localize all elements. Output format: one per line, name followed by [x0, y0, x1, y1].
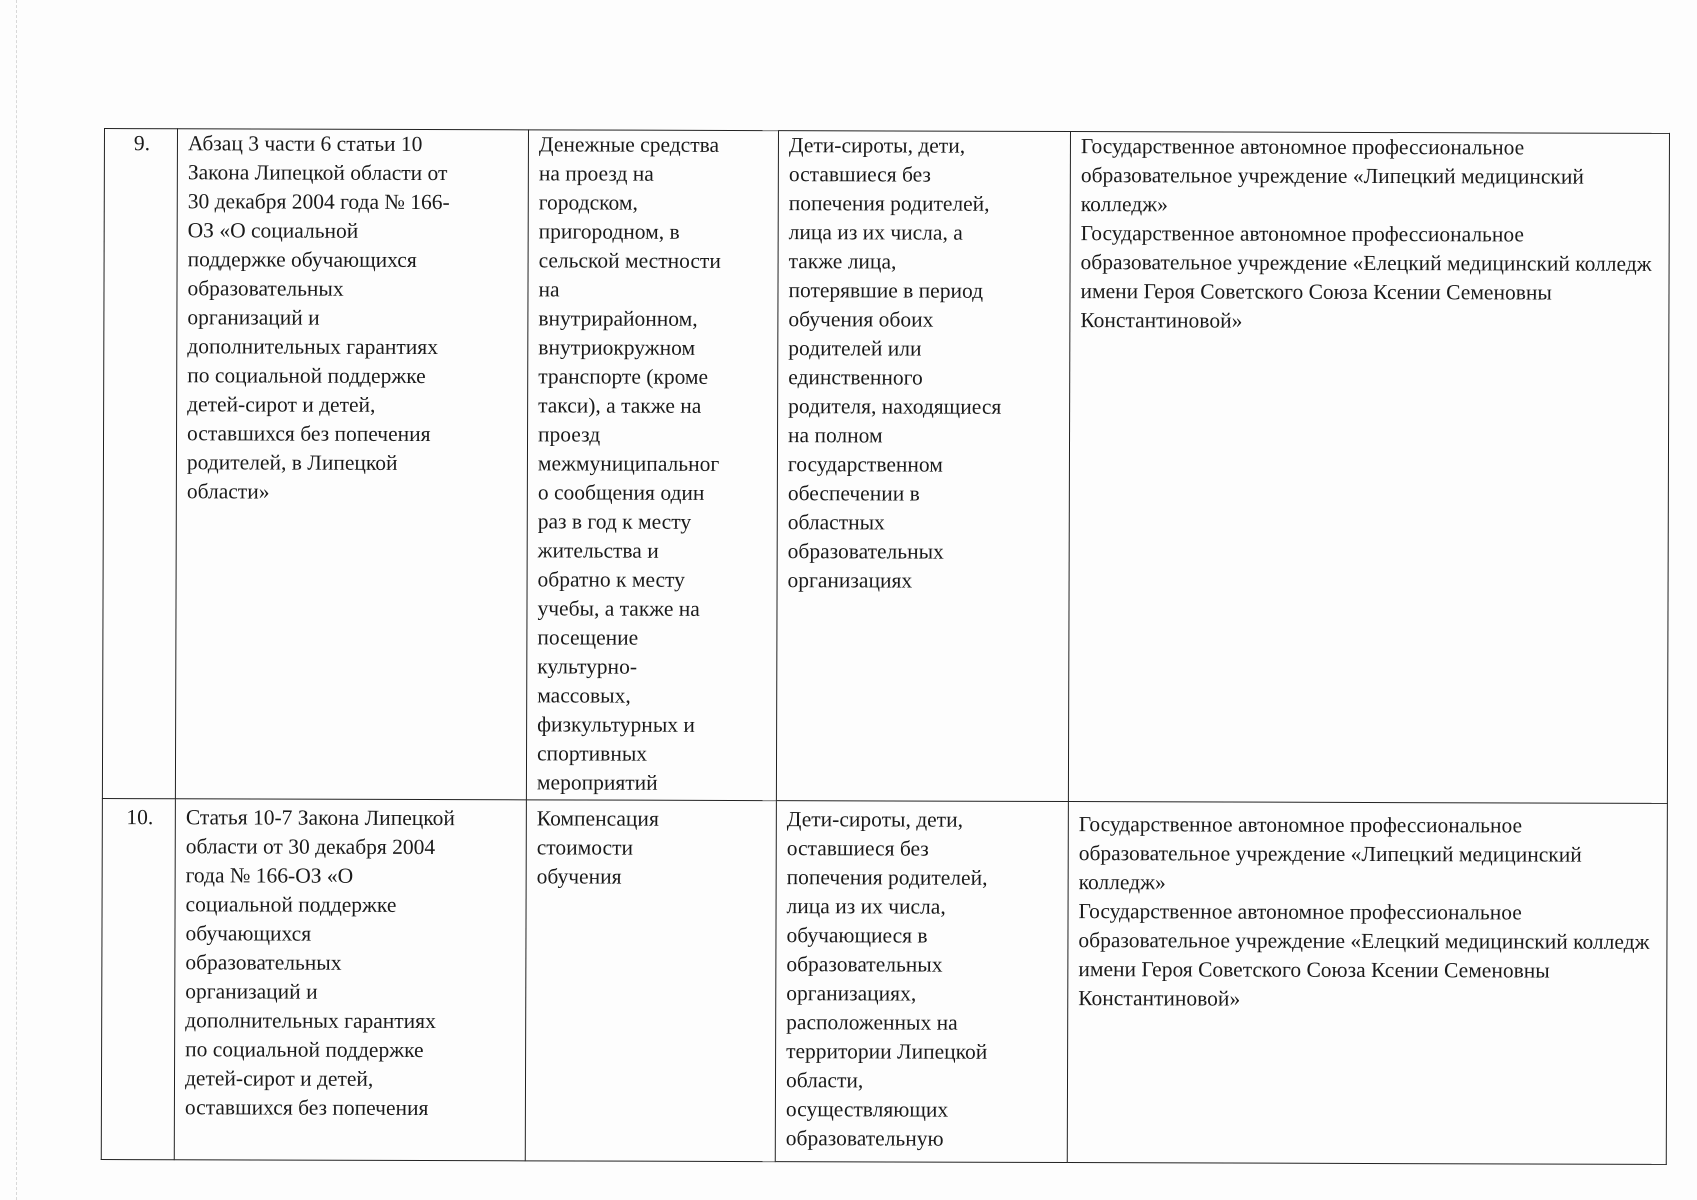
row-number-cell — [102, 129, 177, 799]
support-type-text: Денежные средства на проезд на городском, пригородном, в сельской местности на внутрирайонном, внутриокружном транспорте (кроме такси), а также на проезд межмуниципальног о сообщения один раз в год к месту жительства и обратно к месту учебы, а также на посещение культурно- массовых, физкультурных и спортивных мероприятий — [536, 132, 721, 795]
legal-basis-cell — [174, 799, 526, 1161]
institutions-text: Государственное автономное профессиональное образовательное учреждение «Липецкий медицинский колледж» Государственное автономное профессиональное образовательное учреждение «Елецкий медицинский колледж имени Героя Советского Союза Ксении Семеновны Константиновой» — [1078, 812, 1650, 1011]
recipients-text: Дети-сироты, дети, оставшиеся без попечения родителей, лица из их числа, а также лица, потерявшие в период обучения обоих родителей или единственного родителя, находящиеся на полном государственном обеспечении в областных образовательных организациях — [787, 133, 1002, 593]
recipients-cell — [776, 131, 1070, 802]
benefits-table — [101, 128, 1670, 1165]
support-type-cell — [526, 130, 778, 801]
support-type-cell — [525, 800, 776, 1162]
institutions-cell — [1068, 132, 1669, 804]
legal-basis-text: Абзац 3 части 6 статьи 10 Закона Липецкой области от 30 декабря 2004 года № 166- ОЗ «О социальной поддержке обучающихся образовательных организаций и дополнительных гарантиях по социальной поддержке детей-сирот и детей, оставшихся без попечения родителей, в Липецкой области» — [186, 131, 450, 504]
table-row — [101, 798, 1667, 1164]
institutions-text: Государственное автономное профессиональное образовательное учреждение «Липецкий медицинский колледж» Государственное автономное профессиональное образовательное учреждение «Елецкий медицинский колледж имени Героя Советского Союза Ксении Семеновны Константиновой» — [1080, 134, 1652, 333]
recipients-cell — [775, 801, 1068, 1163]
row-number: 9. — [133, 131, 151, 156]
recipients-text: Дети-сироты, дети, оставшиеся без попечения родителей, лица из их числа, обучающиеся в образовательных организациях, расположенных на территории Липецкой области, осуществляющих образовательную — [785, 807, 988, 1151]
row-number-cell — [101, 798, 175, 1159]
legal-basis-cell — [175, 129, 528, 800]
institutions-cell — [1067, 802, 1667, 1165]
table-row — [102, 129, 1669, 804]
support-type-text: Компенсация стоимости обучения — [536, 806, 659, 889]
row-number: 10. — [126, 805, 154, 830]
scan-edge-line — [16, 0, 17, 1200]
legal-basis-text: Статья 10-7 Закона Липецкой области от 30 декабря 2004 года № 166-ОЗ «О социальной поддержке обучающихся образовательных организаций и дополнительных гарантиях по социальной поддержке детей-сирот и детей, оставшихся без попечения — [184, 805, 455, 1121]
